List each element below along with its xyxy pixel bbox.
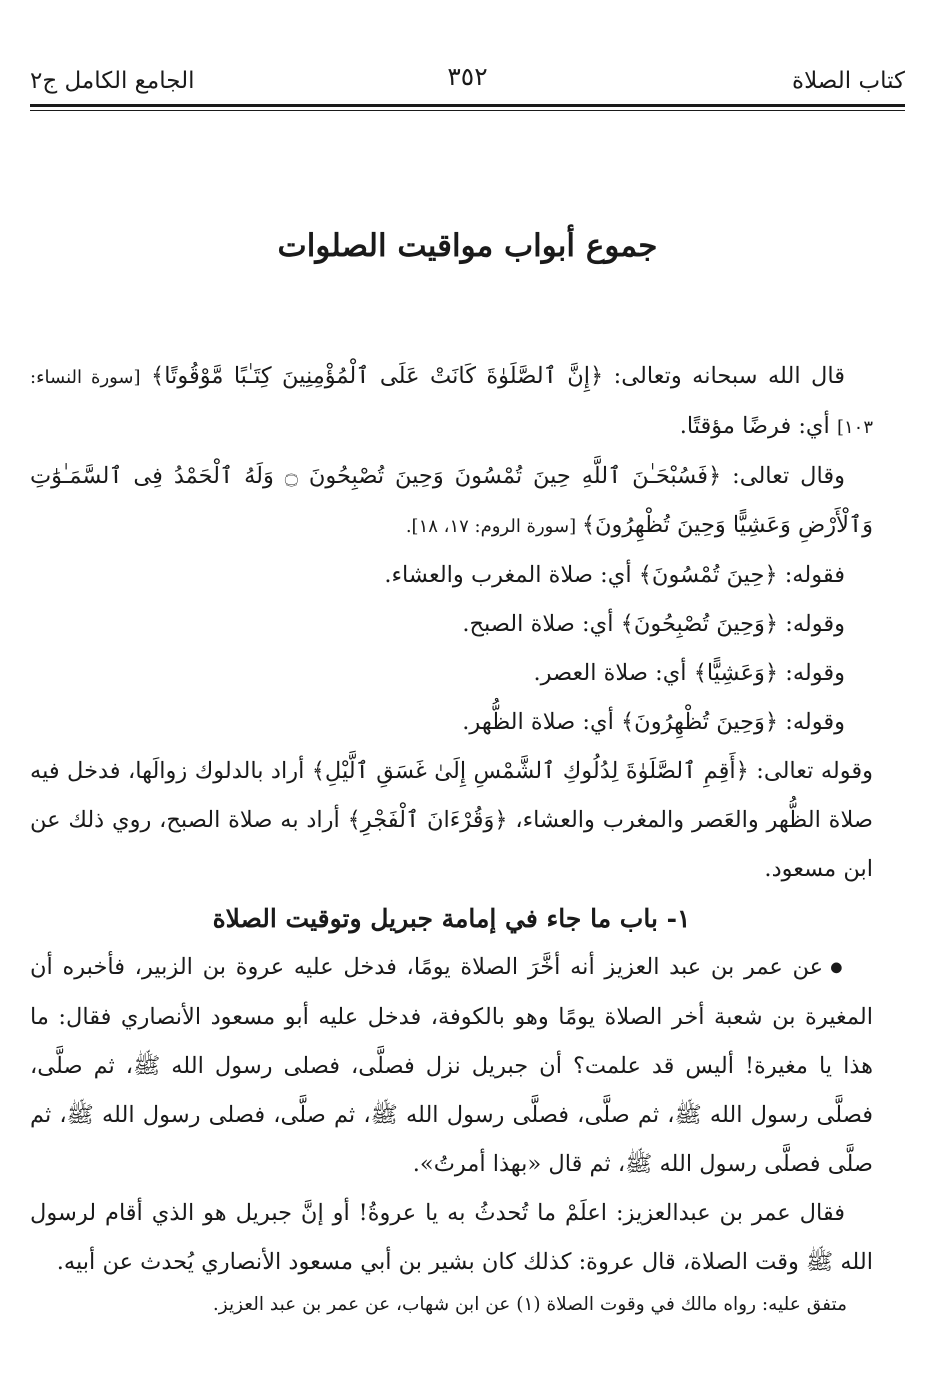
page-body — [30, 352, 873, 1287]
intro-text: قال الله سبحانه وتعالى: — [603, 363, 846, 389]
line-tail: أي: صلاة المغرب والعشاء. — [384, 562, 639, 588]
explanation-line — [30, 551, 873, 600]
line-lead: وقوله: — [778, 709, 845, 735]
quran-verse: ﴿وَقُرْءَانَ ٱلْفَجْرِ﴾ — [347, 807, 508, 833]
quran-verse: ﴿وَحِينَ تُظْهِرُونَ﴾ — [620, 709, 779, 735]
intro-tail: أراد به صلاة الصبح، روي ذلك عن ابن مسعود. — [30, 807, 873, 882]
intro-mid: أراد بالدلوك زوالَها، فدخل فيه صلاة الظُّهر والعَصر والمغرب والعشاء، — [30, 758, 873, 833]
quran-verse: ﴿أَقِمِ ٱلصَّلَوٰةَ لِدُلُوكِ ٱلشَّمْسِ إِلَىٰ غَسَقِ ٱلَّيْلِ﴾ — [311, 758, 749, 784]
line-lead: وقوله: — [778, 660, 845, 686]
hadith-text: عن عمر بن عبد العزيز أنه أخَّرَ الصلاة يومًا، فدخل عليه عروة بن الزبير، فأخبره أن المغيرة بن شعبة أخر الصلاة يومًا وهو بالكوفة، فدخل عليه أبو مسعود الأنصاري فقال: ما هذا يا مغيرة! أليس قد علمت؟ أن جبريل نزل فصلَّى، فصلى رسول الله ﷺ، ثم صلَّى، فصلَّى رسول الله ﷺ، ثم صلَّى، فصلَّى رسول الله ﷺ، ثم صلَّى، فصلى رسول الله ﷺ، ثم صلَّى فصلَّى رسول الله ﷺ، ثم قال «بهذا أمرتُ». — [30, 954, 873, 1177]
quran-verse: ﴿وَعَشِيًّا﴾ — [693, 660, 779, 686]
hadith-paragraph — [30, 943, 873, 1189]
line-tail: أي: صلاة الظُّهر. — [462, 709, 621, 735]
quran-verse: ﴿وَحِينَ تُصْبِحُونَ﴾ — [620, 611, 779, 637]
page-number: ٣٥٢ — [447, 62, 488, 91]
explanation-line — [30, 698, 873, 747]
explanation-line — [30, 600, 873, 649]
header-book-section: كتاب الصلاة — [792, 68, 905, 94]
line-lead: فقوله: — [777, 562, 845, 588]
hadith-commentary: فقال عمر بن عبدالعزيز: اعلَمْ ما تُحدثُ به يا عروةُ! أو إنَّ جبريل هو الذي أقام لرسول الله ﷺ وقت الصلاة، قال عروة: كذلك كان بشير بن أبي مسعود الأنصاري يُحدث عن أبيه. — [30, 1199, 873, 1275]
bullet-icon: ● — [830, 959, 845, 976]
quran-verse: ﴿إِنَّ ٱلصَّلَوٰةَ كَانَتْ عَلَى ٱلْمُؤْمِنِينَ كِتَـٰبًا مَّوْقُوتًا﴾ — [151, 363, 604, 389]
header-rule-thick — [30, 104, 905, 107]
intro-text: وقوله تعالى: — [748, 758, 873, 784]
intro-paragraph-1 — [30, 352, 873, 452]
header-book-title: الجامع الكامل ج٢ — [30, 68, 195, 94]
verse-reference: [سورة الروم: ١٧، ١٨]. — [405, 516, 582, 537]
page-header — [30, 62, 905, 102]
line-tail: أي: صلاة الصبح. — [462, 611, 621, 637]
quran-verse: ﴿فَسُبْحَـٰنَ ٱللَّهِ حِينَ تُمْسُونَ وَحِينَ تُصْبِحُونَ ۝ وَلَهُ ٱلْحَمْدُ فِى ٱلسَّمَـٰوَٰتِ وَٱلْأَرْضِ وَعَشِيًّا وَحِينَ تُظْهِرُونَ﴾ — [30, 463, 873, 538]
explanation-line — [30, 649, 873, 698]
intro-tail: أي: فرضًا مؤقتًا. — [679, 413, 837, 439]
line-lead: وقوله: — [778, 611, 845, 637]
section-title: ١- باب ما جاء في إمامة جبريل وتوقيت الصلاة — [212, 904, 691, 933]
intro-text: وقال تعالى: — [721, 463, 846, 489]
header-rule-thin — [30, 110, 905, 111]
chapter-title: جموع أبواب مواقيت الصلوات — [277, 228, 658, 264]
intro-paragraph-2 — [30, 452, 873, 551]
quran-verse: ﴿حِينَ تُمْسُونَ﴾ — [638, 562, 778, 588]
line-tail: أي: صلاة العصر. — [533, 660, 694, 686]
verse-reference: [سورة النساء: ١٠٣] — [30, 367, 873, 438]
footnote: متفق عليه: رواه مالك في وقوت الصلاة (١) عن ابن شهاب، عن عمر بن عبد العزيز. — [212, 1294, 847, 1315]
intro-paragraph-3 — [30, 747, 873, 894]
